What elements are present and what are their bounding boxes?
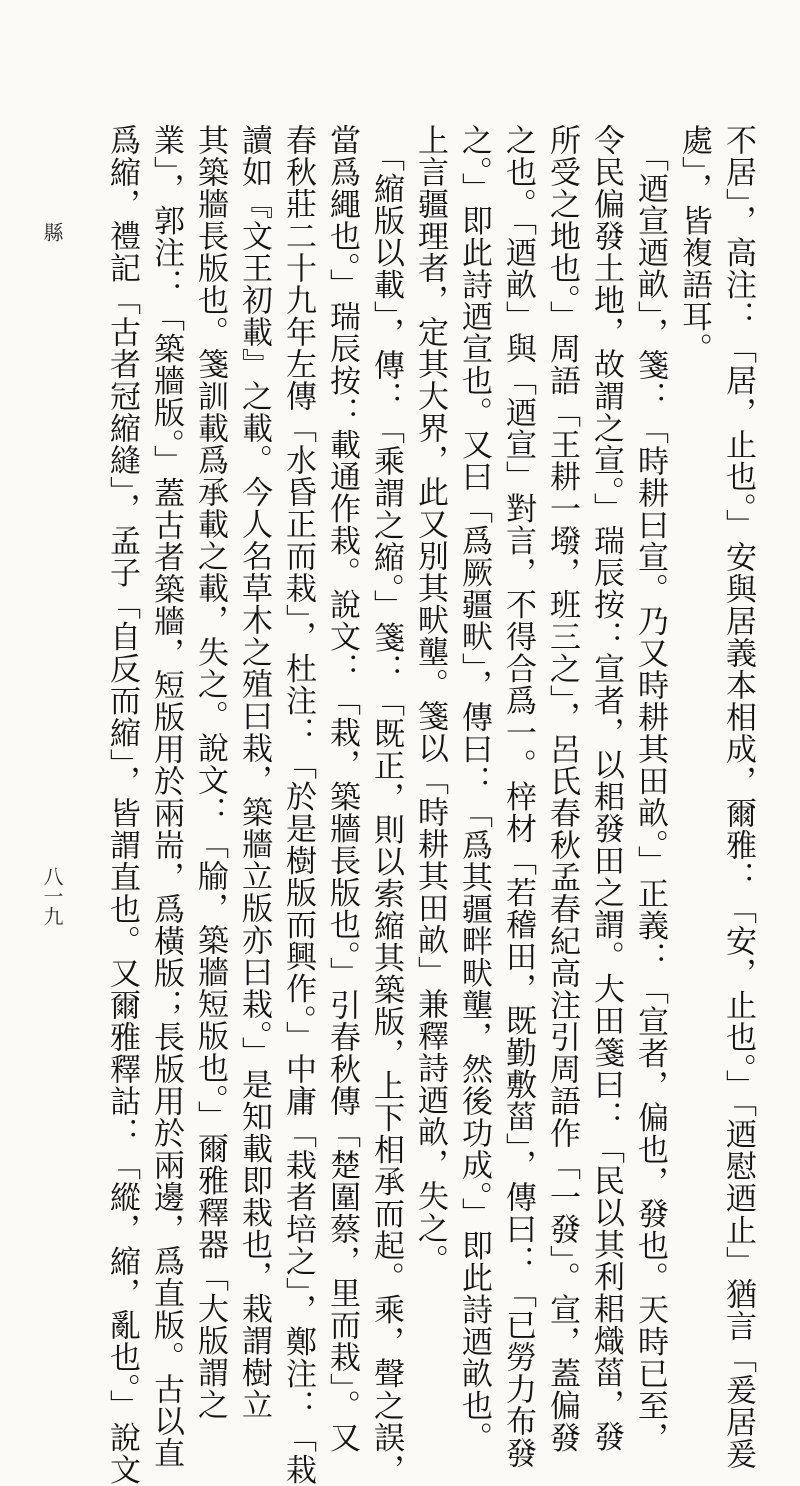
text-column: 處」，皆複語耳。 [676, 124, 712, 365]
text-column: 上言疆理者，定其大界，此又別其畎壟。箋以「時耕其田畝」兼釋詩迺畝，失之。 [412, 124, 448, 1276]
text-column: 所受之地也。」周語「王耕一墢，班三之」，呂氏春秋孟春紀高注引周語作「一發」。宣，蓋偏發 [544, 124, 580, 1454]
text-column: 令民偏發土地，故謂之宣。」瑞辰按：宣者，以耜發田之謂。大田箋曰：「民以其利耜熾菑，發 [588, 124, 624, 1453]
text-column: 「縮版以載」，傳：「乘謂之縮。」箋：「既正，則以索縮其築版，上下相承而起。乘，聲之誤， [368, 124, 404, 1486]
text-column: 業」，郭注：「築牆版。」蓋古者築牆，短版用於兩耑，爲橫版；長版用於兩邊，爲直版。古以直 [148, 124, 184, 1469]
text-column: 「迺宣迺畝」，箋：「時耕曰宣。乃又時耕其田畝。」正義：「宣者，偏也，發也。天時已至， [632, 124, 668, 1454]
text-column: 之也。「迺畝」與「迺宣」對言，不得合爲一。梓材「若稽田，既勤敷菑」，傳曰：「已勞力布發 [500, 124, 536, 1469]
text-column: 之。」即此詩迺宣也。又曰「爲厥疆畎」，傳曰：「爲其疆畔畎壟，然後功成。」即此詩迺畝也。 [456, 124, 492, 1454]
text-column: 讀如『文王初載』之載。今人名草木之殖曰栽，築牆立版亦曰栽。」是知載即栽也，栽謂樹立 [236, 124, 272, 1421]
text-column: 爲縮，禮記「古者冠縮縫」，孟子「自反而縮」，皆謂直也。又爾雅釋詁：「縱，縮，亂也。」說文 [104, 124, 140, 1486]
text-column: 春秋莊二十九年左傳「水昏正而栽」，杜注：「於是樹版而興作。」中庸「栽者培之」，鄭注：「栽 [280, 124, 316, 1486]
text-column: 不居」，高注：「居，止也。」安與居義本相成，爾雅：「安，止也。」「迺慰迺止」猶言「爰居爰 [720, 124, 756, 1470]
text-column: 當爲繩也。」瑞辰按：載通作栽。說文：「栽，築牆長版也。」引春秋傳「楚圍蔡，里而栽」。又 [324, 124, 360, 1454]
page-number: 八一九 [40, 866, 64, 926]
running-header: 縣 [40, 222, 64, 242]
text-column: 其築牆長版也。箋訓載爲承載之載，失之。說文：「牏，築牆短版也。」爾雅釋器「大版謂之 [192, 124, 228, 1421]
